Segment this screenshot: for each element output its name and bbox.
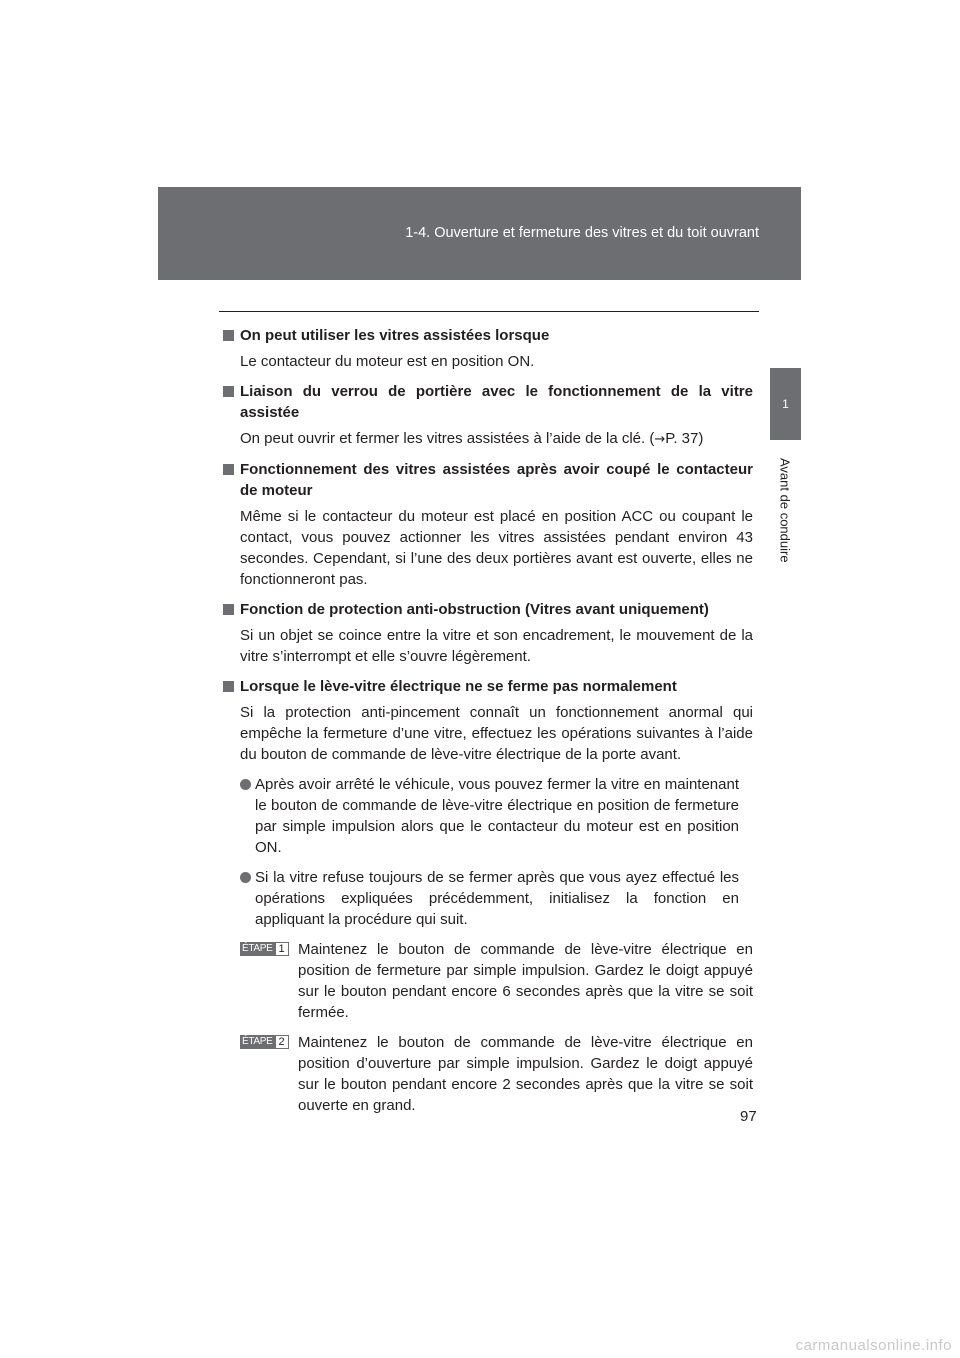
section-paragraph: On peut ouvrir et fermer les vitres assistées à l’aide de la clé. (→P. 37) xyxy=(240,430,704,447)
chapter-tab xyxy=(770,368,801,440)
top-rule xyxy=(219,311,759,312)
procedure-step: ÉTAPE 1 Maintenez le bouton de commande de lève-vitre électrique en position de fermeture par simple impulsion. Gardez le doigt appuyé sur le bouton pendant encore 6 secondes après que la vitre se soit fermée. xyxy=(242,941,753,1021)
chapter-tab-number: 1 xyxy=(782,397,789,411)
page-number: 97 xyxy=(740,1108,757,1125)
header-band xyxy=(158,187,801,280)
square-bullet-icon xyxy=(223,330,234,341)
square-bullet-icon xyxy=(223,464,234,475)
section-header-title: 1-4. Ouverture et fermeture des vitres et du toit ouvrant xyxy=(405,225,759,241)
square-bullet-icon xyxy=(223,681,234,692)
step-badge: ÉTAPE 2 xyxy=(240,1035,298,1049)
watermark: carmanualsonline.info xyxy=(795,1337,952,1354)
list-item: Si la vitre refuse toujours de se fermer après que vous ayez effectué les opérations expliquées précédemment, initialisez la fonction en appliquant la procédure qui suit. xyxy=(223,867,753,930)
step-badge: ÉTAPE 1 xyxy=(240,942,298,956)
section-paragraph: Si la protection anti-pincement connaît un fonctionnement anormal qui empêche la fermeture d’une vitre, effectuez les opérations suivantes à l’aide du bouton de commande de lève-vitre électrique de la porte avant. xyxy=(240,704,753,763)
page-content xyxy=(223,325,753,1116)
page-reference: P. 37) xyxy=(665,430,704,447)
section-title: Fonctionnement des vitres assistées après avoir coupé le contacteur de moteur xyxy=(223,459,753,501)
section-paragraph: Le contacteur du moteur est en position ON. xyxy=(240,353,535,370)
procedure-step: ÉTAPE 2 Maintenez le bouton de commande de lève-vitre électrique en position d’ouverture par simple impulsion. Gardez le doigt appuyé sur le bouton pendant encore 2 secondes après que la vitre se soit ouverte en grand. xyxy=(242,1034,753,1114)
arrow-right-icon: → xyxy=(654,432,666,447)
list-item: Après avoir arrêté le véhicule, vous pouvez fermer la vitre en maintenant le bouton de commande de lève-vitre électrique en position de fermeture par simple impulsion alors que le contacteur du moteur est en position ON. xyxy=(223,774,753,858)
section-title: Lorsque le lève-vitre électrique ne se ferme pas normalement xyxy=(223,676,753,697)
section-title: Fonction de protection anti-obstruction (Vitres avant uniquement) xyxy=(223,599,753,620)
chapter-label: Avant de conduire xyxy=(777,457,793,563)
section-paragraph: Même si le contacteur du moteur est placé en position ACC ou coupant le contact, vous pouvez actionner les vitres assistées pendant environ 43 secondes. Cependant, si l’une des deux portières avant est ouverte, elles ne fonctionneront pas. xyxy=(240,508,753,588)
round-bullet-icon xyxy=(240,872,251,883)
square-bullet-icon xyxy=(223,604,234,615)
round-bullet-icon xyxy=(240,779,251,790)
section-title: Liaison du verrou de portière avec le fonctionnement de la vitre assistée xyxy=(223,381,753,423)
section-paragraph: Si un objet se coince entre la vitre et son encadrement, le mouvement de la vitre s’interrompt et elle s’ouvre légèrement. xyxy=(240,627,753,665)
square-bullet-icon xyxy=(223,386,234,397)
section-title: On peut utiliser les vitres assistées lorsque xyxy=(223,325,753,346)
